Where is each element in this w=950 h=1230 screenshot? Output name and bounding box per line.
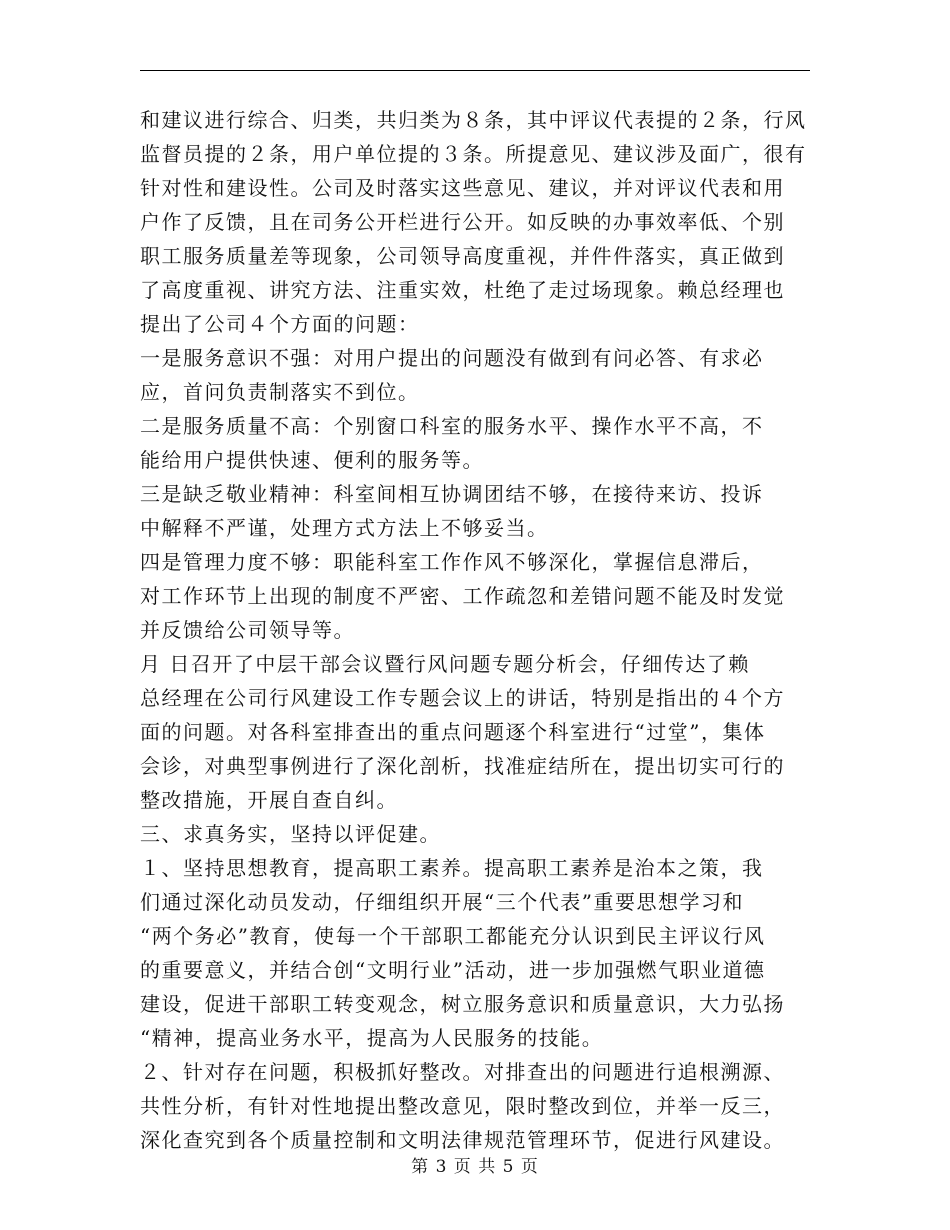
- text-line: 共性分析，有针对性地提出整改意见，限时整改到位，并举一反三，: [140, 1094, 785, 1118]
- text-line: 月 日召开了中层干部会议暨行风问题专题分析会，仔细传达了赖: [140, 652, 750, 676]
- text-line: 并反馈给公司领导等。: [140, 618, 355, 642]
- text-line: 面的问题。对各科室排查出的重点问题逐个科室进行“过堂”，集体: [140, 720, 766, 744]
- text-line: 们通过深化动员发动，仔细组织开展“三个代表”重要思想学习和: [140, 890, 744, 914]
- text-line: “两个务必”教育，使每一个干部职工都能充分认识到民主评议行风: [140, 924, 766, 948]
- header-rule: [140, 70, 810, 71]
- text-line: １、坚持思想教育，提高职工素养。提高职工素养是治本之策，我: [140, 856, 764, 880]
- text-line: 应，首问负责制落实不到位。: [140, 380, 420, 404]
- text-line: 了高度重视、讲究方法、注重实效，杜绝了走过场现象。赖总经理也: [140, 278, 785, 302]
- section-heading: 三、求真务实，坚持以评促建。: [140, 822, 441, 846]
- text-line: 监督员提的２条，用户单位提的３条。所提意见、建议涉及面广，很有: [140, 142, 807, 166]
- text-line: 能给用户提供快速、便利的服务等。: [140, 448, 484, 472]
- text-line: 会诊，对典型事例进行了深化剖析，找准症结所在，提出切实可行的: [140, 754, 785, 778]
- text-line: 针对性和建设性。公司及时落实这些意见、建议，并对评议代表和用: [140, 176, 785, 200]
- text-line: 的重要意义，并结合创“文明行业”活动，进一步加强燃气职业道德: [140, 958, 766, 982]
- text-line: 对工作环节上出现的制度不严密、工作疏忽和差错问题不能及时发觉: [140, 584, 785, 608]
- text-line: 建设，促进干部职工转变观念，树立服务意识和质量意识，大力弘扬: [140, 992, 785, 1016]
- text-line: 一是服务意识不强：对用户提出的问题没有做到有问必答、有求必: [140, 346, 764, 370]
- text-line: 二是服务质量不高：个别窗口科室的服务水平、操作水平不高，不: [140, 414, 764, 438]
- text-line: 和建议进行综合、归类，共归类为８条，其中评议代表提的２条，行风: [140, 108, 807, 132]
- text-line: 中解释不严谨，处理方式方法上不够妥当。: [140, 516, 549, 540]
- text-line: “精神，提高业务水平，提高为人民服务的技能。: [140, 1026, 604, 1050]
- text-line: 深化查究到各个质量控制和文明法律规范管理环节，促进行风建设。: [140, 1128, 785, 1152]
- text-line: 提出了公司４个方面的问题：: [140, 312, 420, 336]
- page-number-footer: 第 3 页 共 5 页: [411, 1157, 539, 1177]
- text-line: 三是缺乏敬业精神：科室间相互协调团结不够，在接待来访、投诉: [140, 482, 764, 506]
- text-line: 整改措施，开展自查自纠。: [140, 788, 398, 812]
- text-line: ２、针对存在问题，积极抓好整改。对排查出的问题进行追根溯源、: [140, 1060, 785, 1084]
- text-line: 职工服务质量差等现象，公司领导高度重视，并件件落实，真正做到: [140, 244, 785, 268]
- text-line: 总经理在公司行风建设工作专题会议上的讲话，特别是指出的４个方: [140, 686, 785, 710]
- text-line: 四是管理力度不够：职能科室工作作风不够深化，掌握信息滞后，: [140, 550, 764, 574]
- text-line: 户作了反馈，且在司务公开栏进行公开。如反映的办事效率低、个别: [140, 210, 785, 234]
